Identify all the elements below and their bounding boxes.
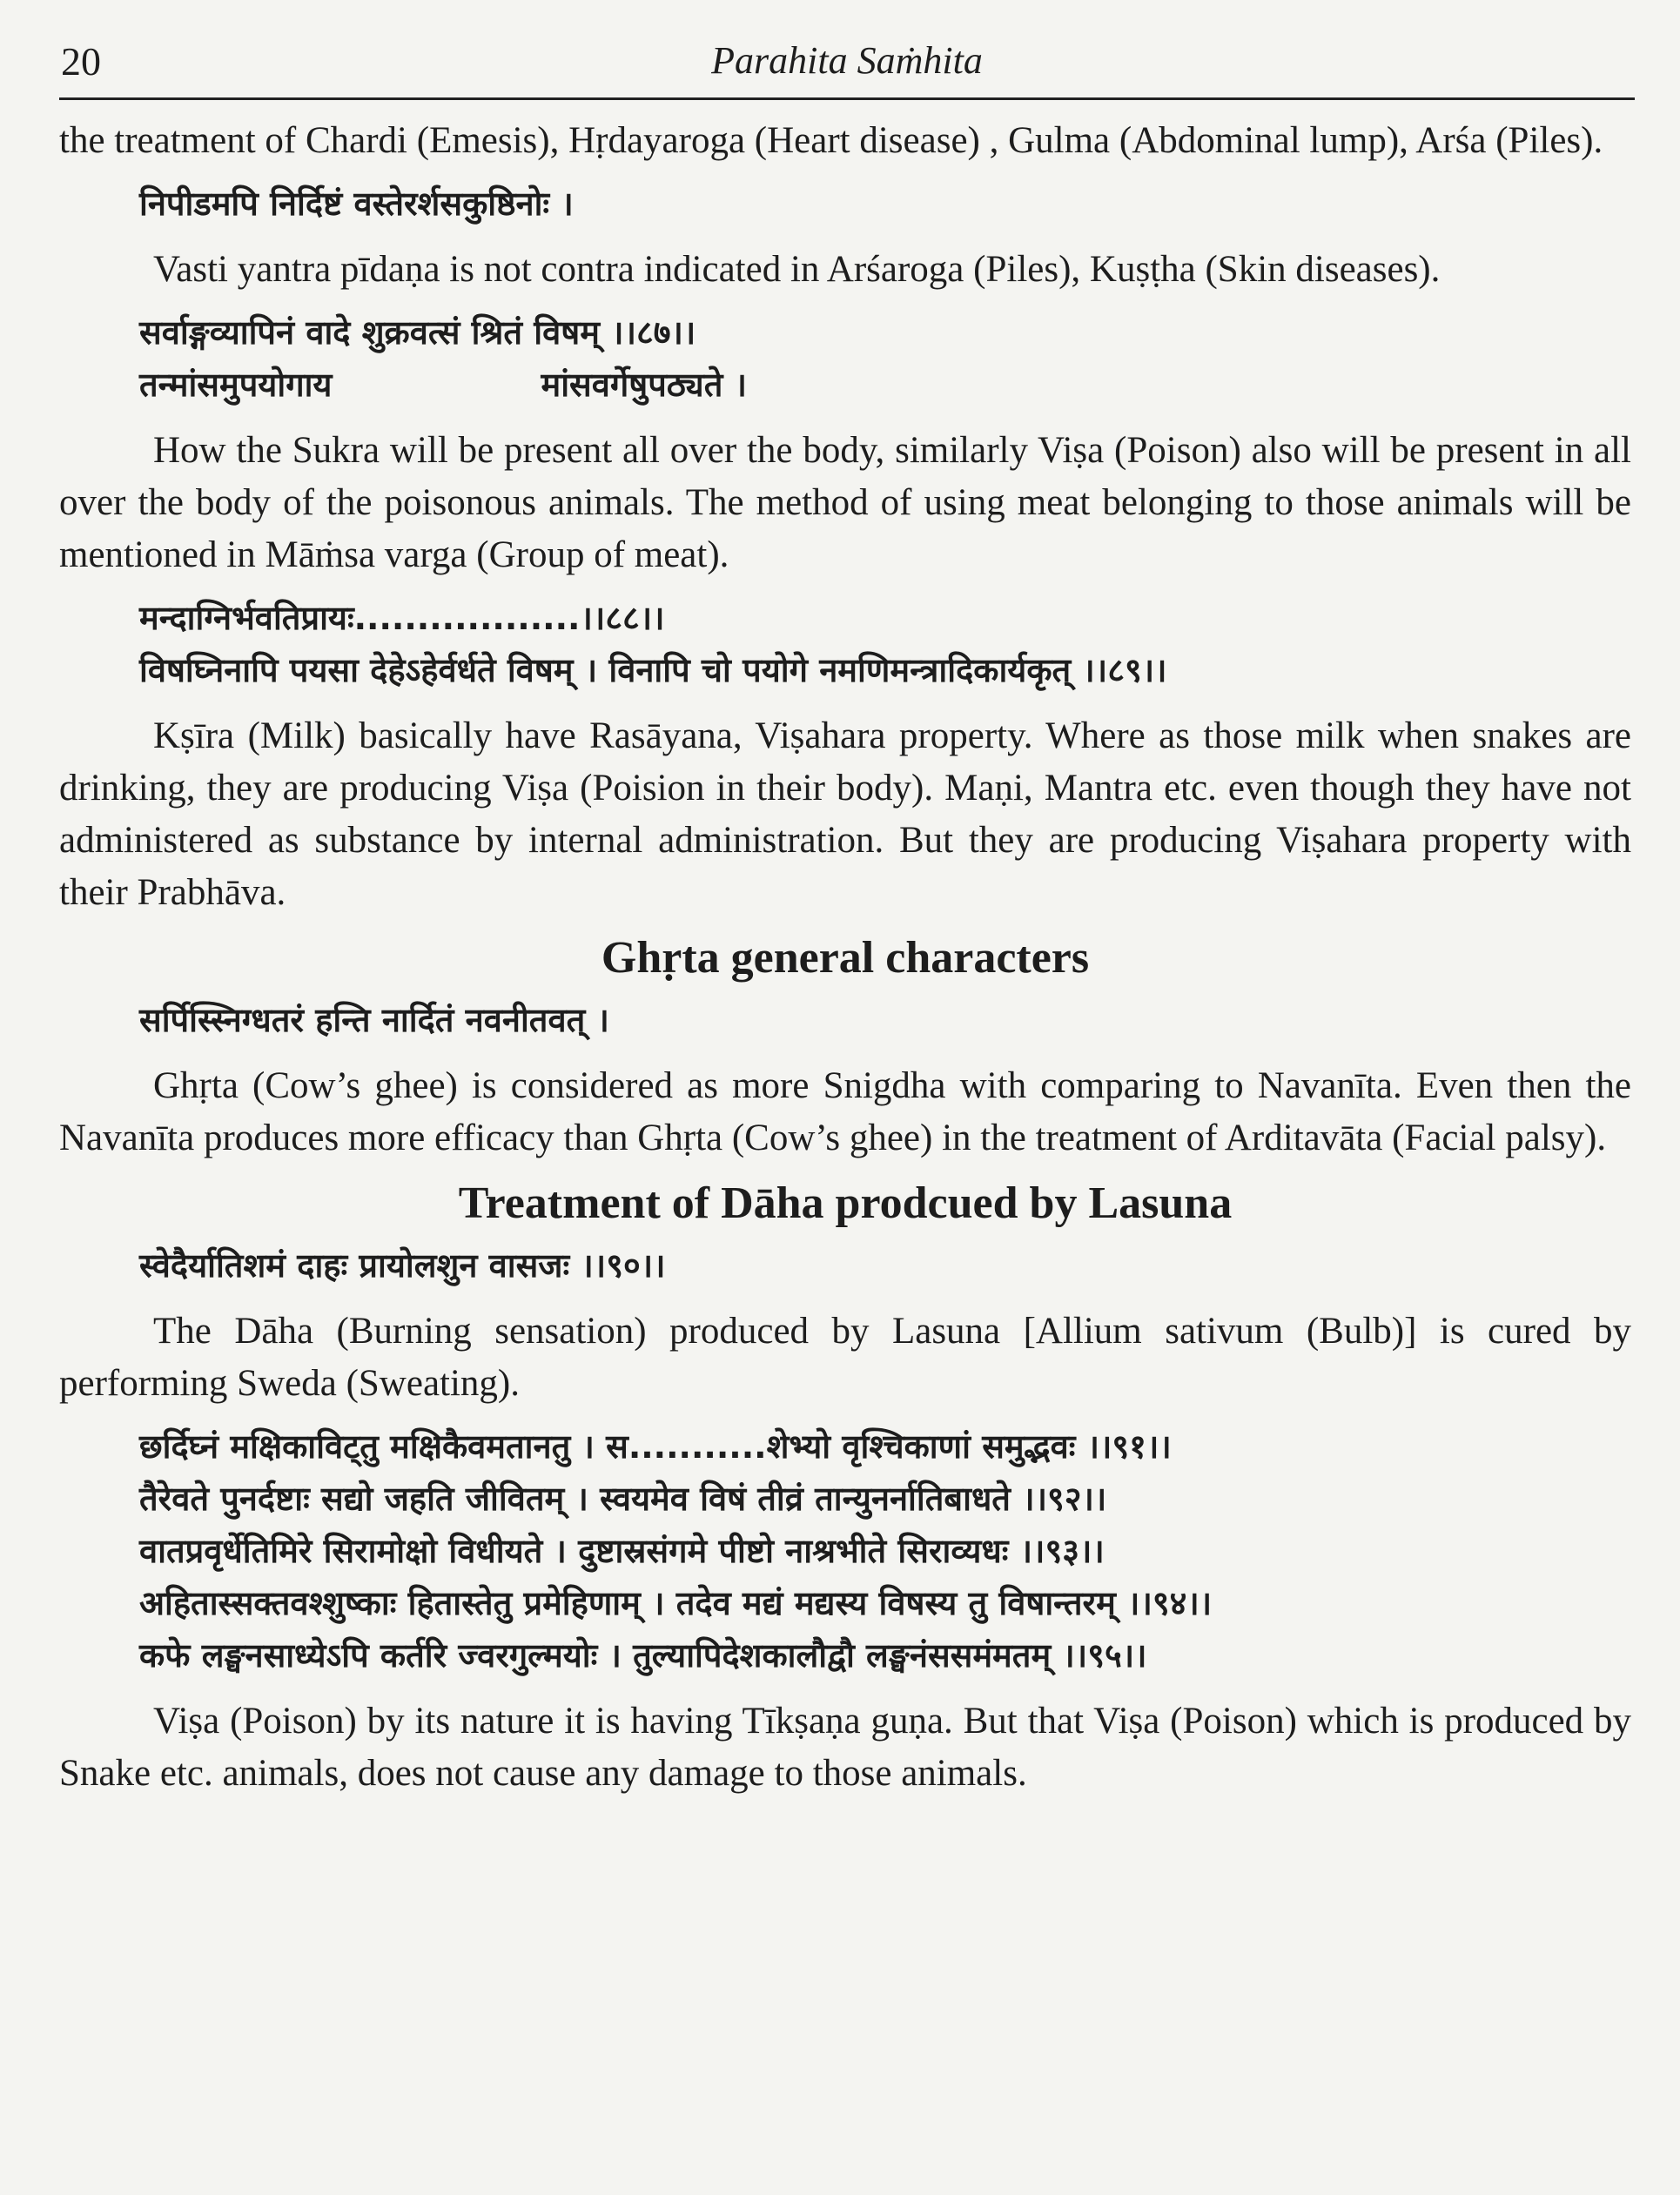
- verse-line: तैरेवते पुनर्दष्टाः सद्यो जहति जीवितम् । स्वयमेव विषं तीव्रं तान्युनर्नातिबाधते ।।९२।।: [139, 1480, 1107, 1518]
- verse-line: अहितास्सक्तवश्शुष्काः हितास्तेतु प्रमेहिणाम् । तदेव मद्यं मद्यस्य विषस्य तु विषान्तरम् ।।९४।।: [139, 1584, 1213, 1622]
- verse-line: निपीडमपि निर्दिष्टं वस्तेरर्शसकुष्ठिनोः ।: [139, 185, 574, 223]
- verse-line: मन्दाग्निर्भवतिप्रायः..................।।८८।।: [139, 599, 665, 637]
- page-header: [59, 33, 1635, 100]
- paragraph-5: The Dāha (Burning sensation) produced by Lasuna [Allium sativum (Bulb)] is cured by performing Sweda (Sweating).: [59, 1311, 1631, 1404]
- paragraph-4: Ghṛta (Cow’s ghee) is considered as more Snigdha with comparing to Navanīta. Even then the Navanīta produces more efficacy than Ghṛta (Cow’s ghee) in the treatment of Arditavāta (Facial palsy).: [59, 1065, 1631, 1158]
- running-title: Parahita Saṁhita: [711, 39, 983, 82]
- verse-line: स्वेदैर्यातिशमं दाहः प्रायोलशुन वासजः ।।९०।।: [139, 1246, 666, 1285]
- verse-line: सर्वाङ्गव्यापिनं वादे शुक्रवत्सं श्रितं विषम् ।।८७।।: [139, 313, 696, 352]
- verse-line: सर्पिस्स्निग्धतरं हन्ति नार्दितं नवनीतवत् ।: [139, 1001, 609, 1039]
- section-heading-daha: Treatment of Dāha prodcued by Lasuna: [458, 1178, 1233, 1228]
- page-number: 20: [61, 39, 101, 84]
- verse-fragment: तन्मांसमुपयोगाय: [139, 366, 333, 404]
- paragraph-2: How the Sukra will be present all over the body, similarly Viṣa (Poison) also will be present in all over the body of the poisonous animals. The method of using meat belonging to those animals will be mentioned in Māṁsa varga (Group of meat).: [59, 430, 1631, 575]
- verse-line: कफे लङ्घनसाध्येऽपि कर्तरि ज्वरगुल्मयोः । तुल्यापिदेशकालौद्वौ लङ्घनंससमंमतम् ।।९५।।: [139, 1636, 1147, 1675]
- verse-line: विषघ्निनापि पयसा देहेऽहेर्वर्धते विषम् । विनापि चो पयोगे नमणिमन्त्रादिकार्यकृत् ।।८९।।: [139, 651, 1167, 689]
- verse-line: वातप्रवृर्धेतिमिरे सिरामोक्षो विधीयते । दुष्टास्रसंगमे पीष्टो नाश्रभीते सिराव्यधः ।।९३।।: [139, 1532, 1105, 1570]
- paragraph-3: Kṣīra (Milk) basically have Rasāyana, Viṣahara property. Where as those milk when snakes are drinking, they are producing Viṣa (Poision in their body). Maṇi, Mantra etc. even though they have not administered as substance by internal administration. But they are producing Viṣahara property with their Prabhāva.: [59, 715, 1631, 913]
- sanskrit-verse-2: [59, 306, 1631, 411]
- sanskrit-verse-3: [59, 592, 1631, 696]
- sanskrit-verse-1: [59, 178, 1631, 230]
- paragraph-6: Viṣa (Poison) by its nature it is having Tīkṣaṇa guṇa. But that Viṣa (Poison) which is produced by Snake etc. animals, does not cause any damage to those animals.: [59, 1701, 1631, 1794]
- sanskrit-verse-4: [59, 994, 1631, 1046]
- verse-line: [59, 359, 1631, 411]
- verse-fragment: मांसवर्गेषुपठ्यते ।: [541, 366, 747, 404]
- paragraph-0: the treatment of Chardi (Emesis), Hṛdayaroga (Heart disease) , Gulma (Abdominal lump), Arśa (Piles).: [59, 120, 1603, 161]
- paragraph-1: Vasti yantra pīdaṇa is not contra indicated in Arśaroga (Piles), Kuṣṭha (Skin diseases).: [153, 249, 1441, 290]
- sanskrit-verse-6: [59, 1420, 1631, 1681]
- page-body: [59, 115, 1631, 1810]
- section-heading-ghrta: Ghṛta general characters: [601, 933, 1090, 983]
- verse-line: छर्दिघ्नं मक्षिकाविट्तु मक्षिकैवमतानतु । स...........शेभ्यो वृश्चिकाणां समुद्भवः ।।९१।।: [139, 1427, 1172, 1466]
- sanskrit-verse-5: [59, 1239, 1631, 1292]
